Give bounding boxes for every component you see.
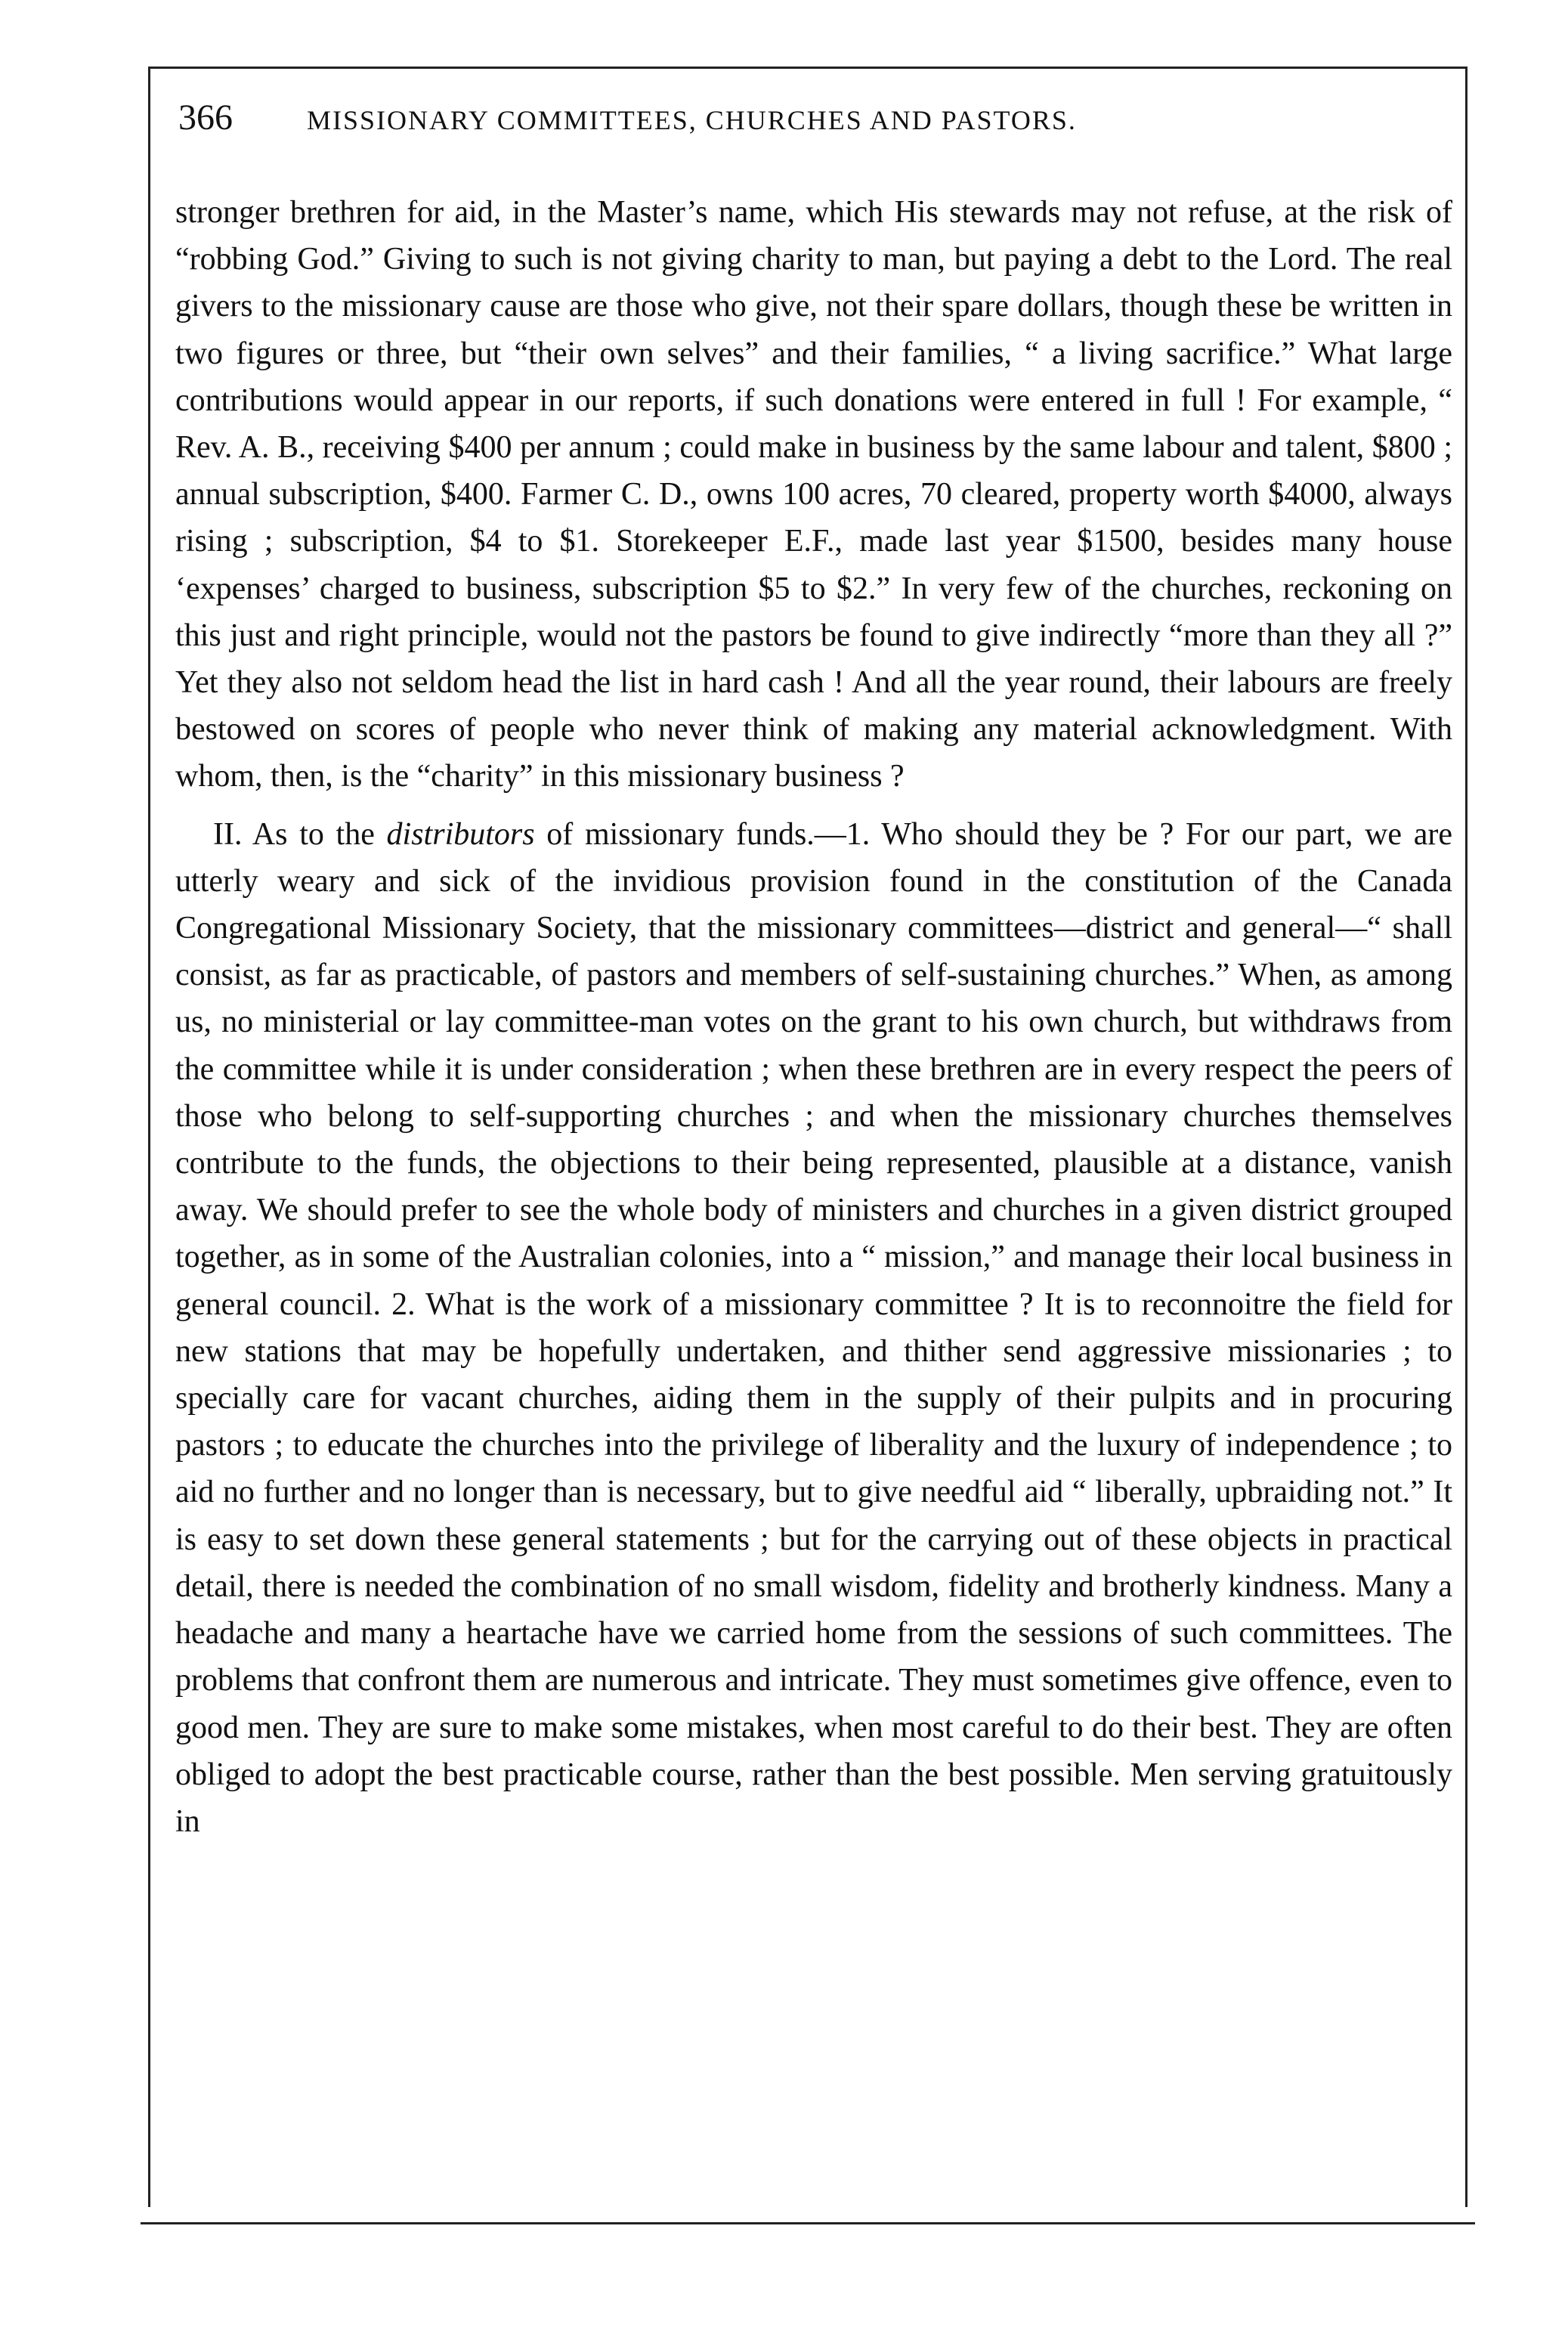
- page-header: [178, 97, 1448, 157]
- paragraph-2: [175, 811, 1452, 1845]
- paragraph-2-body: of missionary funds.—1. Who should they be ? For our part, we are utterly weary and sick of the invidious provision found in the constitution of the Canada Congregational Missionary Society, that the missionary committees—district and general—“ shall consist, as far as practicable, of pastors and members of self-sustaining churches.” When, as among us, no ministerial or lay committee-man votes on the grant to his own church, but withdraws from the committee while it is under consideration ; when these brethren are in every respect the peers of those who belong to self-supporting churches ; and when the missionary churches themselves contribute to the funds, the objections to their being represented, plausible at a distance, vanish away. We should prefer to see the whole body of ministers and churches in a given district grouped together, as in some of the Australian colonies, into a “ mission,” and manage their local business in general council. 2. What is the work of a missionary committee ? It is to reconnoitre the field for new stations that may be hopefully undertaken, and thither send aggressive missionaries ; to specially care for vacant churches, aiding them in the supply of their pulpits and in procuring pastors ; to educate the churches into the privilege of liberality and the luxury of independence ; to aid no further and no longer than is necessary, but to give needful aid “ liberally, upbraiding not.” It is easy to set down these general statements ; but for the carrying out of these objects in practical detail, there is needed the combination of no small wisdom, fidelity and brotherly kindness. Many a headache and many a heartache have we carried home from the sessions of such committees. The problems that confront them are numerous and intricate. They must sometimes give offence, even to good men. They are sure to make some mistakes, when most careful to do their best. They are often obliged to adopt the best practicable course, rather than the best possible. Men serving gratuitously in: [175, 816, 1452, 1839]
- bottom-rule: [141, 2222, 1475, 2224]
- paragraph-2-lead: II. As to the: [213, 816, 387, 852]
- paragraph-2-italic-term: distributors: [386, 816, 535, 852]
- body-text: [175, 189, 1452, 1845]
- running-head: MISSIONARY COMMITTEES, CHURCHES AND PASTORS.: [307, 105, 1077, 135]
- paragraph-1: stronger brethren for aid, in the Master’s name, which His stewards may not refuse, at the risk of “robbing God.” Giving to such is not giving charity to man, but paying a debt to the Lord. The real givers to the missionary cause are those who give, not their spare dollars, though these be written in two figures or three, but “their own selves” and their families, “ a living sacrifice.” What large contributions would appear in our reports, if such donations were entered in full ! For example, “ Rev. A. B., receiving $400 per annum ; could make in business by the same labour and talent, $800 ; annual subscription, $400. Farmer C. D., owns 100 acres, 70 cleared, property worth $4000, always rising ; subscription, $4 to $1. Storekeeper E.F., made last year $1500, besides many house ‘expenses’ charged to business, subscription $5 to $2.” In very few of the churches, reckoning on this just and right principle, would not the pastors be found to give indirectly “more than they all ?” Yet they also not seldom head the list in hard cash ! And all the year round, their labours are freely bestowed on scores of people who never think of making any material acknowledgment. With whom, then, is the “charity” in this missionary business ?: [175, 195, 1452, 794]
- page-number: 366: [178, 98, 233, 138]
